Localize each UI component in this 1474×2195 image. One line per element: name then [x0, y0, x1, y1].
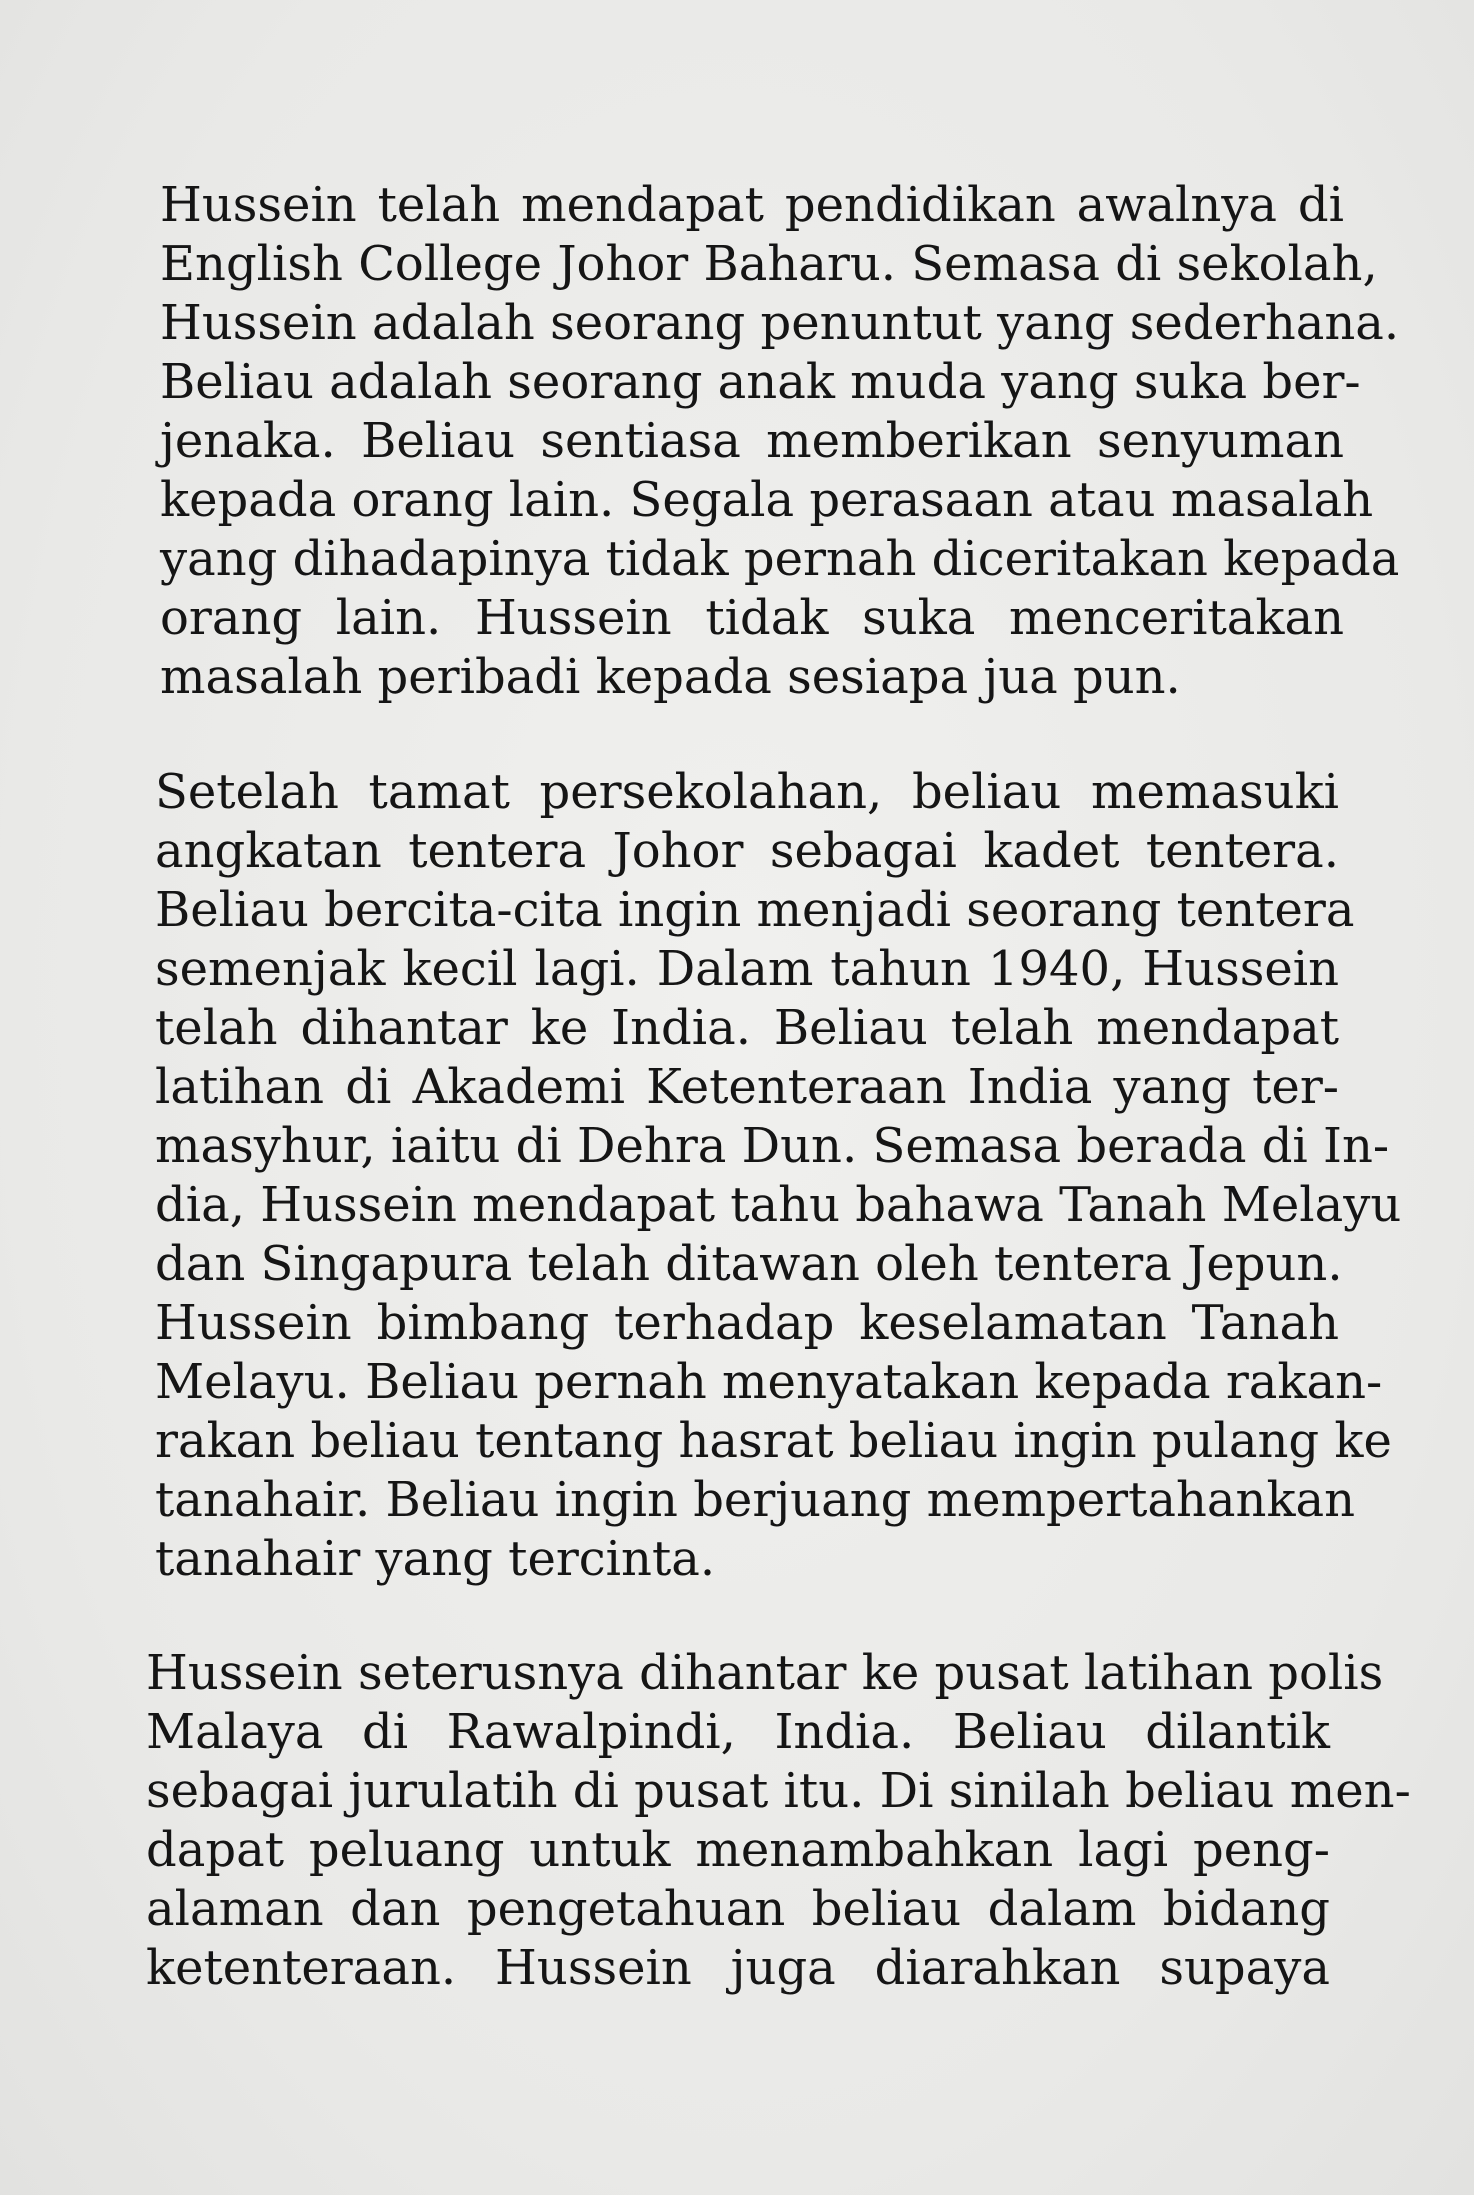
- text-line: Hussein telah mendapat pendidikan awalnya di: [160, 177, 1344, 233]
- text-line: orang lain. Hussein tidak suka menceritakan: [160, 590, 1344, 646]
- paragraph-1: [160, 176, 1400, 707]
- text-line: Malaya di Rawalpindi, India. Beliau dilantik: [146, 1704, 1330, 1760]
- text-line: dapat peluang untuk menambahkan lagi peng-: [146, 1822, 1330, 1878]
- text-line: alaman dan pengetahuan beliau dalam bidang: [146, 1881, 1330, 1937]
- text-line: Hussein adalah seorang penuntut yang sederhana.: [160, 295, 1400, 351]
- text-line: masyhur, iaitu di Dehra Dun. Semasa berada di In-: [155, 1118, 1390, 1174]
- text-line: tanahair. Beliau ingin berjuang mempertahankan: [155, 1472, 1356, 1528]
- text-line: sebagai jurulatih di pusat itu. Di sinilah beliau men-: [146, 1763, 1411, 1819]
- text-line: Beliau adalah seorang anak muda yang suka ber-: [160, 354, 1361, 410]
- text-line: rakan beliau tentang hasrat beliau ingin pulang ke: [155, 1413, 1392, 1469]
- text-line: latihan di Akademi Ketenteraan India yang ter-: [155, 1059, 1339, 1115]
- text-line: masalah peribadi kepada sesiapa jua pun.: [160, 649, 1181, 705]
- text-line: Setelah tamat persekolahan, beliau memasuki: [155, 764, 1339, 820]
- paragraph-2: [155, 763, 1402, 1589]
- text-line: Hussein seterusnya dihantar ke pusat latihan polis: [146, 1645, 1384, 1701]
- text-line: telah dihantar ke India. Beliau telah mendapat: [155, 1000, 1339, 1056]
- text-line: dia, Hussein mendapat tahu bahawa Tanah Melayu: [155, 1177, 1402, 1233]
- text-line: kepada orang lain. Segala perasaan atau masalah: [160, 472, 1374, 528]
- text-line: tanahair yang tercinta.: [155, 1531, 716, 1587]
- text-line: yang dihadapinya tidak pernah diceritakan kepada: [160, 531, 1400, 587]
- text-line: semenjak kecil lagi. Dalam tahun 1940, Hussein: [155, 941, 1339, 997]
- text-line: ketenteraan. Hussein juga diarahkan supaya: [146, 1940, 1330, 1996]
- text-line: Beliau bercita-cita ingin menjadi seorang tentera: [155, 882, 1355, 938]
- text-line: Hussein bimbang terhadap keselamatan Tanah: [155, 1295, 1339, 1351]
- text-line: jenaka. Beliau sentiasa memberikan senyuman: [160, 413, 1344, 469]
- paragraph-3: [146, 1644, 1411, 1998]
- text-line: English College Johor Baharu. Semasa di sekolah,: [160, 236, 1378, 292]
- text-line: dan Singapura telah ditawan oleh tentera Jepun.: [155, 1236, 1343, 1292]
- text-line: angkatan tentera Johor sebagai kadet tentera.: [155, 823, 1339, 879]
- text-line: Melayu. Beliau pernah menyatakan kepada rakan-: [155, 1354, 1383, 1410]
